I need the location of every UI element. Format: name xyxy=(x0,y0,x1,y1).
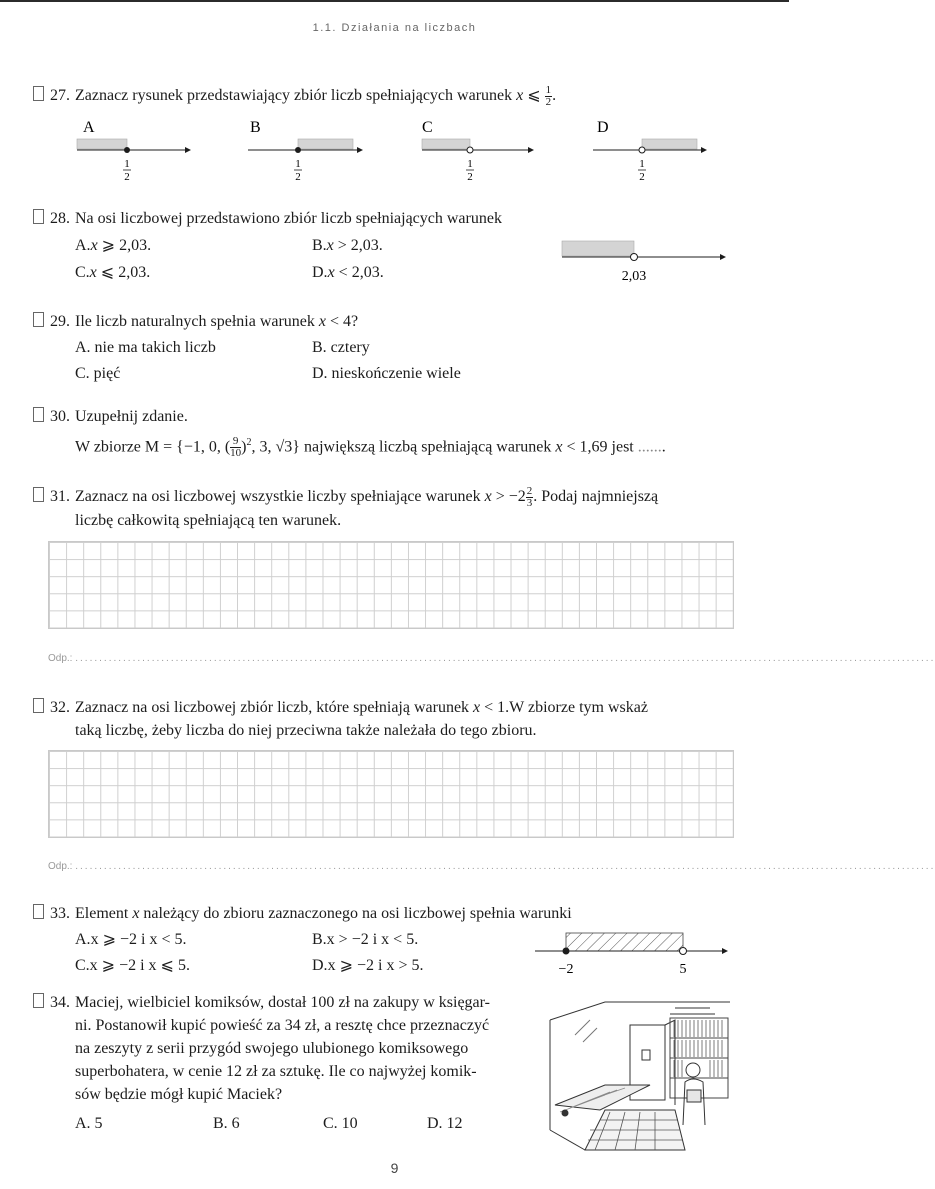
answer-grid-32[interactable] xyxy=(48,750,734,838)
question-27: 27. Zaznacz rysunek przedstawiający zbiór liczb spełniających warunek x ⩽ $\frac{1}{2}$ . xyxy=(33,84,743,108)
svg-text:2: 2 xyxy=(124,171,130,183)
open-point xyxy=(631,254,638,261)
answer-c[interactable]: C. pięć xyxy=(75,365,121,382)
shaded-range-c xyxy=(422,139,470,149)
option-a-label: A xyxy=(83,119,95,136)
answer-grid-31[interactable] xyxy=(48,541,734,629)
arrowhead-icon xyxy=(528,147,534,153)
answer-b[interactable]: B.x > 2,03. xyxy=(312,237,383,254)
open-point xyxy=(680,948,687,955)
answer-d[interactable]: D. 12 xyxy=(427,1115,463,1132)
question-number: 29. xyxy=(50,313,70,330)
checkbox-27[interactable] xyxy=(33,86,44,101)
q27-number-lines xyxy=(60,112,740,187)
axis-label-left: −2 xyxy=(558,962,574,977)
question-number: 30. xyxy=(50,408,70,425)
option-c-label: C xyxy=(422,119,433,136)
arrowhead-icon xyxy=(722,948,728,954)
answer-c[interactable]: C. 10 xyxy=(323,1115,358,1132)
arrowhead-icon xyxy=(185,147,191,153)
answer-a[interactable]: A.x ⩾ −2 i x < 5. xyxy=(75,931,187,948)
bookstore-illustration xyxy=(545,1000,735,1155)
shaded-range-b xyxy=(298,139,353,149)
question-number: 27. xyxy=(50,87,70,104)
arrowhead-icon xyxy=(701,147,707,153)
question-33: 33. Element x należący do zbioru zaznaczonego na osi liczbowej spełnia warunki A.x ⩾ −2 i x < 5. B.x > −2 i x < 5. C.x ⩾ −2 i x ⩽ 5. D.x ⩾ −2 i x > 5. xyxy=(33,902,743,977)
hatched-range xyxy=(566,933,683,951)
option-b-label: B xyxy=(250,119,261,136)
question-text: Na osi liczbowej przedstawiono zbiór liczb spełniających warunek xyxy=(75,210,502,227)
answer-a[interactable]: A. nie ma takich liczb xyxy=(75,339,216,356)
answer-a[interactable]: A.x ⩾ 2,03. xyxy=(75,237,152,254)
answer-c[interactable]: C.x ⩽ 2,03. xyxy=(75,264,151,281)
question-sentence: W zbiorze M = {−1, 0, ( $\frac{9}{10}$ )$^2$, 3, √3} największą liczbą spełniającą warunek x < 1,69 jest ....... xyxy=(75,435,666,460)
checkbox-33[interactable] xyxy=(33,904,44,919)
shaded-range-d xyxy=(642,139,697,149)
answer-line-31[interactable]: Odp.: .................................................................................................................................................................................... xyxy=(48,653,935,664)
shaded-range-a xyxy=(77,139,127,149)
arrowhead-icon xyxy=(357,147,363,153)
question-text: Zaznacz rysunek przedstawiający zbiór liczb spełniających warunek xyxy=(75,87,513,104)
answer-b[interactable]: B. cztery xyxy=(312,339,370,356)
filled-point-a xyxy=(124,147,130,153)
running-header: 1.1. Działania na liczbach xyxy=(312,22,477,34)
answer-b[interactable]: B.x > −2 i x < 5. xyxy=(312,931,419,948)
question-number: 33. xyxy=(50,905,70,922)
answer-d[interactable]: D. nieskończenie wiele xyxy=(312,365,461,382)
answer-a[interactable]: A. 5 xyxy=(75,1115,103,1132)
condition-operator: ⩽ xyxy=(527,87,541,104)
answer-d[interactable]: D.x < 2,03. xyxy=(312,264,384,281)
question-text: Uzupełnij zdanie. xyxy=(75,408,188,425)
svg-text:1: 1 xyxy=(639,158,645,170)
answer-d[interactable]: D.x ⩾ −2 i x > 5. xyxy=(312,957,424,974)
top-rule xyxy=(0,0,789,2)
question-number: 31. xyxy=(50,488,70,505)
svg-text:2: 2 xyxy=(467,171,473,183)
svg-text:1: 1 xyxy=(124,158,130,170)
arrowhead-icon xyxy=(720,254,726,260)
option-d-label: D xyxy=(597,119,609,136)
svg-text:2: 2 xyxy=(639,171,645,183)
question-32: 32. Zaznacz na osi liczbowej zbiór liczb, które spełniają warunek x < 1.W zbiorze tym wskaż taką liczbę, żeby liczba do niej przeciwna także należała do tego zbioru. xyxy=(33,696,743,742)
filled-point xyxy=(563,948,570,955)
question-text: Ile liczb naturalnych spełnia warunek xyxy=(75,313,315,330)
answer-c[interactable]: C.x ⩾ −2 i x ⩽ 5. xyxy=(75,957,190,974)
checkbox-31[interactable] xyxy=(33,487,44,502)
question-29: 29. Ile liczb naturalnych spełnia warunek x < 4? A. nie ma takich liczb B. cztery C. pięć D. nieskończenie wiele xyxy=(33,310,743,385)
q33-number-line xyxy=(530,928,735,978)
fraction-one-half: $\frac{1}{2}$ xyxy=(545,83,552,108)
checkbox-30[interactable] xyxy=(33,407,44,422)
answer-b[interactable]: B. 6 xyxy=(213,1115,240,1132)
svg-text:2: 2 xyxy=(295,171,301,183)
answer-blank[interactable]: ...... xyxy=(637,438,662,456)
condition-variable: x xyxy=(516,87,524,104)
checkbox-29[interactable] xyxy=(33,312,44,327)
filled-point-b xyxy=(295,147,301,153)
open-point-c xyxy=(467,147,473,153)
question-number: 34. xyxy=(50,994,70,1011)
question-number: 32. xyxy=(50,699,70,716)
axis-label: 2,03 xyxy=(621,269,647,284)
svg-text:1: 1 xyxy=(467,158,473,170)
shaded-range xyxy=(562,241,634,256)
question-30 xyxy=(33,405,743,459)
open-point-d xyxy=(639,147,645,153)
svg-text:1: 1 xyxy=(295,158,301,170)
axis-label-right: 5 xyxy=(679,962,687,977)
checkbox-34[interactable] xyxy=(33,993,44,1008)
question-34: 34. Maciej, wielbiciel komiksów, dostał 100 zł na zakupy w księgar- ni. Postanowił kupić powieść za 34 zł, a resztę chce przeznaczyć na zeszyty z serii przygód swojego ulubionego komiksowego superbohatera, w cenie 12 zł za sztukę. Ile co najwyżej komik- sów będzie mógł kupić Maciek? A. 5 B. 6 C. 10 D. 12 xyxy=(33,991,533,1135)
answer-line-32[interactable]: Odp.: .................................................................................................................................................................................... xyxy=(48,861,935,872)
checkbox-28[interactable] xyxy=(33,209,44,224)
question-31: 31. Zaznacz na osi liczbowej wszystkie liczby spełniające warunek x > −2 $\frac{2}{3}$ . Podaj najmniejszą liczbę całkowitą spełniającą ten warunek. xyxy=(33,485,743,532)
question-number: 28. xyxy=(50,210,70,227)
page-number: 9 xyxy=(390,1160,399,1176)
q28-number-line xyxy=(555,235,735,287)
checkbox-32[interactable] xyxy=(33,698,44,713)
